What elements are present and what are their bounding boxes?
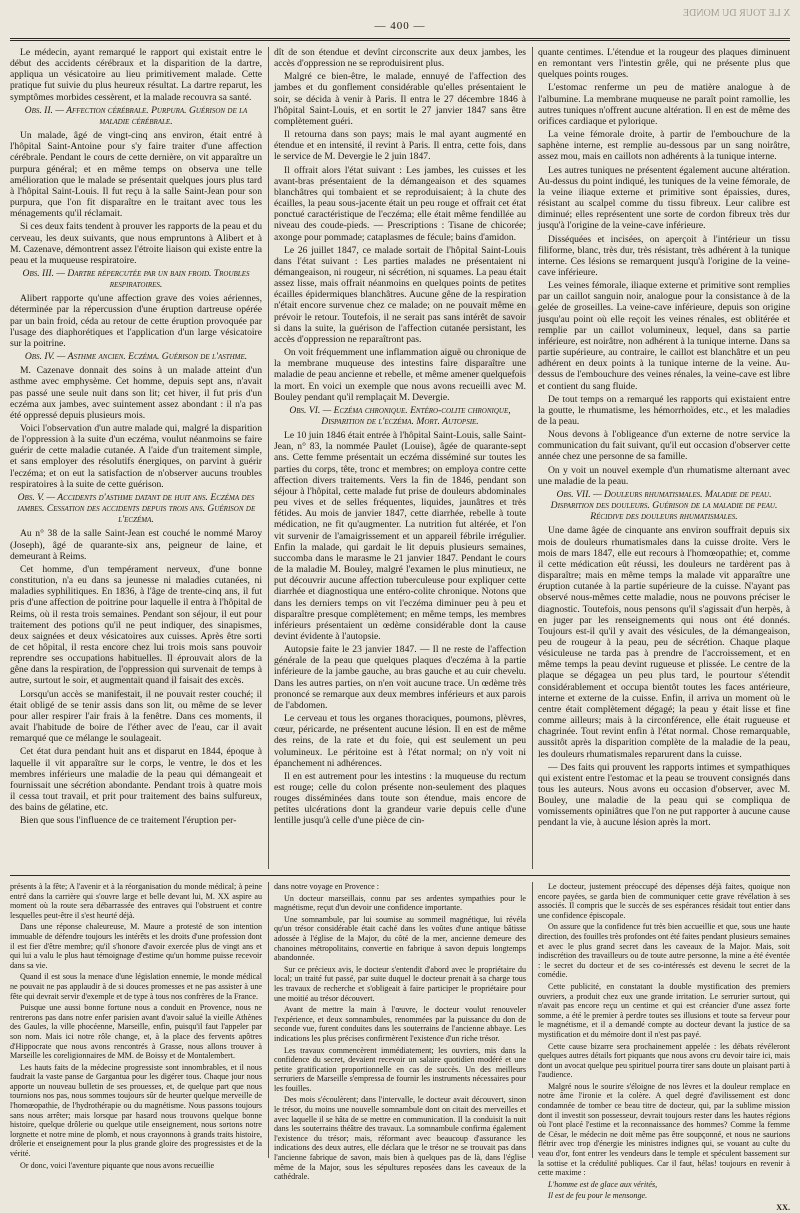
paragraph: M. Cazenave donnait des soins à un malade atteint d'un asthme avec emphysème. Cet homme, depuis sept ans, n'avait pas passé une seule nuit dans son lit; cet hiver, il fut pris d'un eczéma aux jambes, avec suintement assez abondant : il n'a pas été oppressé depuis plusieurs mois. — [10, 365, 262, 421]
observation-heading: Obs. VII. — Douleurs rhumatismales. Maladie de peau. Disparition des douleurs. Guérison de la maladie de peau. Récidive des douleurs rhumatismales. — [550, 488, 778, 523]
paragraph: Les veines fémorale, iliaque externe et primitive sont remplies par un caillot sanguin noir, analogue pour la consistance à de la gelée de groseilles. La veine-cave inférieure, depuis son origine jusqu'au point où elle reçoit les veines rénales, est oblitérée et remplie par un caillot volumineux, lequel, dans sa partie inférieure, est noirâtre, non adhérent à la tunique interne. Dans sa partie supérieure, au contraire, le caillot est blanchâtre et un peu adhérent en deux points à la tunique interne de la veine. Au-dessus de l'embouchure des veines rénales, la veine-cave est libre et contient du sang fluide. — [538, 280, 790, 392]
paragraph: On assure que la confidence fut très bien accueillie et que, sous une haute direction, des fouilles très profondes ont été faites pendant plusieurs semaines et avec le plus grand secret dans les caveaux de la Major. Mais, soit indiscrétion des travailleurs ou de toute autre personne, la mine a été éventée : le secret du docteur et de ses co-intéressés est devenu le secret de la comédie. — [538, 922, 790, 980]
paragraph: Sur ce précieux avis, le docteur s'entendit d'abord avec le propriétaire du local; un traité fut passé, par suite duquel le docteur prenait à sa charge tous les travaux de recherche et s'obligeait à faire participer le propriétaire pour une moitié au trésor découvert. — [274, 964, 526, 1003]
observation-heading: Obs. III. — Dartre répercutée par un bain froid. Troubles respiratoires. — [22, 267, 250, 291]
newspaper-page — [10, 0, 790, 1212]
paragraph: Le 26 juillet 1847, ce malade sortait de l'hôpital Saint-Louis dans l'état suivant : Les parties malades ne présentaient ni démangeaison, ni rougeur, ni sécrétion, ni squames. La peau était assez lisse, mais offrait néanmoins en quelques points de petites écailles épidermiques blanchâtres. Aucune gêne de la respiration n'était encore survenue chez ce malade; on ne pouvait même en prévoir le retour. Toutefois, il ne serait pas sans intérêt de savoir si dans la suite, la guérison de l'affection cutanée persistant, les accès d'oppression ne reparaîtront pas. — [274, 244, 526, 345]
paragraph: Nous devons à l'obligeance d'un externe de notre service la communication du fait suivant, qu'il eut occasion d'observer cette année chez une personne de sa famille. — [538, 429, 790, 463]
article-column-2 — [274, 47, 526, 869]
paragraph: Avant de mettre la main à l'œuvre, le docteur voulut renouveler l'expérience, et deux somnambules, renommées par la puissance du don de seconde vue, furent conduites dans les souterrains de l'ancienne abbaye. Les indications les plus précises confirmèrent l'existence d'un riche trésor. — [274, 1005, 526, 1043]
paragraph: Si ces deux faits tendent à prouver les rapports de la peau et du cerveau, les deux suivants, que nous empruntons à Alibert et à M. Cazenave, démontrent assez l'étroite liaison qui existe entre la peau et la muqueuse respiratoire. — [10, 221, 262, 266]
page-header — [10, 6, 790, 34]
paragraph: Des mois s'écoulèrent; dans l'intervalle, le docteur avait découvert, sinon le trésor, du moins une nouvelle somnambule dont on citait des merveilles et avec laquelle il se hâta de se mettre en communication. Il la conduisit la nuit dans les souterrains théâtre des travaux. La somnambule confirma également l'existence du trésor; mais, réformant avec beaucoup d'assurance les indications des deux autres, elle déclara que le trésor ne se trouvait pas dans l'ancienne fabrique de savon, mais bien à quelques pas de là, dans l'église même de la Major, sous les sépultures reposées dans les caveaux de la cathédrale. — [274, 1095, 526, 1182]
paragraph: présents à la fête; A l'avenir et à la réorganisation du monde médical; à peine entré dans la carrière qui s'ouvre large et belle devant lui, M. XX aspire au moment où la route sera débarrassée des entraves qui l'obstruent et contre lesquelles peut-être il s'est heurté déjà. — [10, 882, 262, 920]
paragraph: La veine fémorale droite, à partir de l'embouchure de la saphène interne, est remplie au-dessous par un sang noirâtre, assez mou, mais en caillots non adhérents à la tunique interne. — [538, 129, 790, 163]
paragraph: Voici l'observation d'un autre malade qui, malgré la disparition de l'oppression à la suite d'un eczéma, voulut néanmoins se faire guérir de cette maladie cutanée. A l'aide d'un traitement simple, et sans employer des résolutifs énergiques, on parvint à guérir l'eczéma; et on eut la satisfaction de n'observer aucuns troubles respiratoires à la suite de cette guérison. — [10, 423, 262, 490]
article-column-1 — [10, 47, 262, 869]
paragraph: Cette publicité, en constatant la double mystification des premiers ouvriers, a produit chez eux une grande irritation. Le serrurier surtout, qui n'avait pas encore reçu un centime et qui est créancier d'une assez forte somme, a été le premier à perdre toutes ses illusions et toute sa ferveur pour le magnétisme, et il a demandé compte au docteur devant la justice de sa mystification et du mémoire dont il n'est pas payé. — [538, 981, 790, 1039]
paragraph: Une dame âgée de cinquante ans environ souffrait depuis six mois de douleurs rhumatismales dans la cuisse droite. Vers le mois de mars 1847, elle eut recours à l'homœopathie; et, comme il cette médication eût réussi, les douleurs ne tardèrent pas à disparaître; mais en même temps la malade vit apparaître une éruption cutanée à la partie supérieure de la cuisse. N'ayant pas observé nous-mêmes cette maladie, nous ne pouvons préciser le diagnostic. Toutefois, nous pensons qu'il s'agissait d'un herpès, à en juger par les renseignements qui nous ont été donnés. Toujours est-il qu'il y avait des vésicules, de la démangeaison, peu de rougeur à la peau, peu de sécrétion. Chaque plaque vésiculeuse ne tarda pas à prendre de l'accroissement, et en même temps la peau devint rugueuse et plissée. Le centre de la plaque se dégagea un peu plus tard, le pourtour s'étendit considérablement et occupa bientôt toutes les faces antérieure, interne et externe de la cuisse. Enfin, il arriva un moment où le centre était complètement dégagé; la peau y était lisse et fine comme ailleurs; mais à la circonférence, elle était rugueuse et chagrinée. Tout revint enfin à l'état normal. Chose remarquable, aussitôt après la disparition complète de la maladie de la peau, les douleurs rhumatismales reparurent dans la cuisse. — [538, 525, 790, 760]
paragraph: Bien que sous l'influence de ce traitement l'éruption per- — [20, 815, 237, 827]
paragraph: quante centimes. L'étendue et la rougeur des plaques diminuent en remontant vers l'intestin grêle, qui ne présente plus que quelques points rouges. — [538, 47, 790, 81]
paragraph: Autopsie faite le 23 janvier 1847. — Il ne reste de l'affection générale de la peau que quelques plaques d'eczéma à la partie inférieure de la jambe gauche, au bras gauche et au cuir chevelu. Dans les autres parties, on n'en voit aucune trace. Un œdème très prononcé se remarque aux deux membres inférieurs et aux parois de l'abdomen. — [274, 644, 526, 711]
column-divider — [268, 882, 269, 1158]
feuilleton-column-1 — [10, 882, 262, 1170]
verse-line: L'homme est de glace aux vérités, — [548, 1179, 658, 1189]
paragraph: De tout temps on a remarqué les rapports qui existaient entre la goutte, le rhumatisme, les hémorrhoïdes, etc., et les maladies de la peau. — [538, 393, 790, 427]
paragraph: Le 10 juin 1846 était entrée à l'hôpital Saint-Louis, salle Saint-Jean, n° 83, la nommée Paulet (Louise), âgée de quarante-sept ans. Cette femme présentait un eczéma disséminé sur toutes les parties du corps, tête, tronc et membres; on employa contre cette affection divers traitements. Vers la fin de 1846, pendant son séjour à l'hôpital, cette malade fut prise de douleurs abdominales peu vives et de selles fréquentes, liquides, jaunâtres et très fétides. Au mois de janvier 1847, cette diarrhée, rebelle à toute médication, ne fit qu'augmenter. La nutrition fut altérée, et l'on vit survenir de l'amaigrissement et un appareil fébrile irrégulier. Enfin la malade, qui gardait le lit depuis plusieurs semaines, succomba dans le marasme le 21 janvier 1847. Pendant le cours de la maladie M. Bouley, malgré l'examen le plus minutieux, ne put découvrir aucune affection tuberculeuse pour expliquer cette diarrhée et diagnostiqua une entéro-colite chronique. Notons que dans les derniers temps on vit l'eczéma diminuer peu à peu et disparaître presque complètement; en même temps, les membres inférieurs présentaient un œdème considérable dont la cause devint évidente à l'autopsie. — [274, 430, 526, 642]
paragraph: Disséquées et incisées, on aperçoit à l'intérieur un tissu filiforme, blanc, très dur, très résistant, très adhérent à la tunique interne. Ces lésions se remarquent jusqu'à l'origine de la veine-cave inférieure. — [538, 233, 790, 278]
paragraph: Alibert rapporte qu'une affection grave des voies aériennes, déterminée par la répercussion d'une éruption dartreuse opérée par un bain froid, céda au retour de cette éruption provoquée par l'usage des diaphorétiques et l'application d'un large vésicatoire sur la poitrine. — [10, 293, 262, 349]
paragraph: Un docteur marseillais, connu par ses ardentes sympathies pour le magnétisme, reçut d'un devoir une confidence importante. — [274, 893, 526, 913]
paragraph: On voit fréquemment une inflammation aiguë ou chronique de la membrane muqueuse des intestins faire disparaître une maladie de peau ancienne et rebelle, et même amener quelquefois la mort. En voici un exemple que nous avons recueilli avec M. Bouley pendant qu'il remplaçait M. Devergie. — [274, 347, 526, 403]
paragraph: Malgré nous le sourire s'éloigne de nos lèvres et la douleur remplace en notre âme l'ironie et la colère. A quel degré d'avilissement est donc condamnée de tomber ce beau titre de docteur, qui, par la sublime mission dont il investit son possesseur, devrait toujours rester dans les hautes régions où l'ont placé l'estime et la reconnaissance des hommes? Comme la femme de César, le médecin ne doit même pas être soupçonné, et nous ne saurions flétrir avec trop d'énergie les ministres indignes qui, se vouant au culte du veau d'or, font entrer les vendeurs dans le temple et spéculent bassement sur la sottise et la crédulité publiques. Car il faut, hélas! toujours en revenir à cette maxime : — [538, 1081, 790, 1178]
paragraph: — Des faits qui prouvent les rapports intimes et sympathiques qui existent entre l'estomac et la peau se trouvent consignés dans tous les auteurs. Nous avons eu occasion d'observer, avec M. Bouley, une maladie de la peau qui se compliqua de vomissements opiniâtres que l'on ne put rapporter à aucune cause pendant la vie, à aucune lésion après la mort. — [538, 761, 790, 829]
article-column-3 — [538, 47, 790, 869]
paragraph: Les hauts faits de la médecine progressiste sont innombrables, et il nous faudrait la vaste panse de Gargantua pour les digérer tous. Chaque jour nous apporte un nouveau bulletin de ses prouesses, et, de quelque part que nous tournions nos pas, nous sommes toujours sûr de heurter quelque merveille de l'homœopathie, de l'hydrothérapie ou du magnétisme. Nous passons toujours sans nous arrêter; mais lorsque par hasard nous trouvons quelque bonne histoire, quelque drôlerie ou quelque utile enseignement, nous sortons notre lorgnette et notre mine de plomb, et nous crayonnons à grands traits histoire, drôlerie et enseignement pour la plus grande gloire des progressistes et de la vérité. — [10, 1062, 262, 1159]
column-divider — [532, 882, 533, 1158]
paragraph: Lorsqu'un accès se manifestait, il ne pouvait rester couché; il était obligé de se tenir assis dans son lit, ou même de se lever pour aller respirer l'air frais à la fenêtre. Dans ces moments, il avait l'habitude de boire de l'éther avec de l'eau, car il avait remarqué que ce mélange le soulageait. — [10, 688, 262, 745]
paragraph: Quand il est sous la menace d'une législation ennemie, le monde médical ne pouvait ne pas applaudir à de si douces promesses et ne pas assister à une fête qui devrait servir d'exemple et de type à tous nos confrères de la France. — [10, 972, 262, 1001]
paragraph: Il retourna dans son pays; mais le mal ayant augmenté en étendue et en intensité, il revint à Paris. Il entra, cette fois, dans le service de M. Devergie le 2 juin 1847. — [274, 129, 526, 163]
paragraph: dans notre voyage en Provence : — [274, 882, 379, 891]
observation-heading: Obs. IV. — Asthme ancien. Eczéma. Guérison de l'asthme. — [24, 351, 248, 363]
paragraph: Puisque une aussi bonne fortune nous a conduit en Provence, nous ne rentrerons pas dans notre enfer parisien avant d'avoir salué la vieille Athènes des Gaules, la ville phocéenne, Marseille, enfin, puisqu'il faut l'appeler par son nom. Mais ici notre rôle change, et, à la place des fervents apôtres d'Hippocrate que nous avons rencontrés à Grasse, nous allons trouver à Marseille les coreligionnaires de MM. de Boissy et de Montalembert. — [10, 1003, 262, 1061]
verse-line: Il est de feu pour le mensonge. — [548, 1191, 648, 1201]
paragraph: Les travaux commencèrent immédiatement; les ouvriers, mis dans la confidence du secret, devaient recevoir un salaire quotidien modéré et une petite gratification proportionnelle en cas de succès. Un des meilleurs serruriers de Marseille s'empressa de fournir les instruments nécessaires pour les fouilles. — [274, 1045, 526, 1093]
feuilleton-column-2 — [274, 882, 526, 1182]
paragraph: Il en est autrement pour les intestins : la muqueuse du rectum est rouge; celle du colon présente non-seulement des plaques rouges disséminées dans toute son étendue, mais encore de petites ulcérations dont la grandeur varie depuis celle d'une lentille jusqu'à celle d'une pièce de cin- — [274, 770, 526, 827]
paragraph: Une somnambule, par lui soumise au sommeil magnétique, lui révéla qu'un trésor considérable était caché dans les voûtes d'une antique bâtisse adossée à l'église de la Major, du côté de la mer, ancienne demeure des chanoines métropolitains, convertie en fabrique à savon depuis longtemps abandonnée. — [274, 914, 526, 963]
section-rule — [10, 875, 790, 876]
column-divider — [532, 47, 533, 869]
observation-heading: Obs. VI. — Eczéma chronique. Entéro-colite chronique, Disparition de l'eczéma. Mort. Autopsie. — [289, 404, 511, 427]
paragraph: Cet homme, d'un tempérament nerveux, d'une bonne constitution, n'a eu dans sa jeunesse ni maladies cutanées, ni maladies syphilitiques. En 1836, à l'âge de trente-cinq ans, il fut pris d'une affection de poitrine pour laquelle il entra à l'hôpital de Reims, où il resta trois semaines. Pendant son séjour, il eut pour traitement des potions qu'il ne peut indiquer, des sinapismes, deux saignées et deux vésicatoires aux cuisses. Après être sorti de cet hôpital, il resta encore chez lui trois mois sans pouvoir reprendre ses occupations habituelles. Il éprouvait alors de la gêne dans la respiration, de l'oppression qui survenait de temps à autre, surtout le soir, et augmentait quand il faisait des excès. — [10, 563, 262, 687]
paragraph: Au n° 38 de la salle Saint-Jean est couché le nommé Maroy (Joseph), âgé de quarante-six ans, peigneur de laine, et demeurant à Reims. — [10, 528, 262, 562]
paragraph: Un malade, âgé de vingt-cinq ans environ, était entré à l'hôpital Saint-Antoine pour s'y faire traiter d'une affection cérébrale. Pendant le cours de cette dernière, on vit apparaître un purpura général; et en même temps on observa une telle amélioration que le malade se présentait quelques jours plus tard à l'hôpital Saint-Louis. Il fut reçu à la salle Saint-Jean pour son purpura, que l'on fit disparaître en le traitant avec tous les ménagements qu'il réclamait. — [10, 130, 262, 220]
feuilleton-column-3 — [538, 882, 790, 1212]
paragraph: Les autres tuniques ne présentent également aucune altération. Au-dessus du point indiqué, les tuniques de la veine fémorale, de la veine iliaque externe et primitive sont épaissies, dures, résistant au scalpel comme du tissu fibreux. Leur calibre est diminué; elles représentent une sorte de cordon fibreux très dur jusqu'à l'origine de la veine-cave inférieure. — [538, 164, 790, 232]
paragraph: Malgré ce bien-être, le malade, ennuyé de l'affection des jambes et du gonflement considérable qu'elles présentaient le soir, se décida à venir à Paris. Il entra le 27 décembre 1846 à l'hôpital Saint-Louis, et en sortit le 27 janvier 1847 sans être complètement guéri. — [274, 71, 526, 127]
paragraph: Il offrait alors l'état suivant : Les jambes, les cuisses et les avant-bras présentaient de la démangeaison et des squames blanchâtres qui tombaient et se reproduisaient; à la chute des écailles, la peau sous-jacente était un peu rouge et offrait cet état ponctué caractéristique de l'eczéma; elle était même fendillée au niveau des coude-pieds. — Prescriptions : Tisane de chicorée; axonge pour pommade; cataplasmes de fécule; bains d'amidon. — [274, 164, 526, 243]
paragraph: Or donc, voici l'aventure piquante que nous avons recueillie — [20, 1160, 215, 1170]
paragraph: Cet état dura pendant huit ans et disparut en 1844, époque à laquelle il vit apparaître sur le corps, le ventre, le dos et les membres inférieurs une maladie de la peau qui démangeait et fournissait une sécrétion abondante. Pendant trois à quatre mois il cessa tout travail, et prit pour traitement des bains sulfureux, des bains de gélatine, etc. — [10, 746, 262, 814]
page-number: — 400 — — [374, 20, 426, 32]
paragraph: Dans une réponse chaleureuse, M. Maure a protesté de son intention immuable de défendre toujours les intérêts et les droits d'une profession dont il est fier d'être membre; qu'il s'honore d'avoir exercée plus de vingt ans et qui lui a valu le plus haut témoignage d'estime qu'un homme puisse recevoir dans sa vie. — [10, 922, 262, 970]
paragraph: Le docteur, justement préoccupé des dépenses déjà faites, quoique non encore payées, se garda bien de communiquer cette grave révélation à ses associés. Il compris que le succès de ses espérances résidait tout entier dans une confidence épiscopale. — [538, 882, 790, 920]
observation-heading: Obs. V. — Accidents d'asthme datant de huit ans. Eczéma des jambes. Cessation des accidents depuis trois ans. Guérison de l'eczéma. — [16, 491, 256, 526]
paragraph: Cette cause bizarre sera prochainement appelée : les débats révéleront quelques autres détails fort piquants que nous avons cru devoir taire ici, mais dont un avocat quelque peu spirituel pourra tirer sans doute un plaisant parti à l'audience. — [538, 1041, 790, 1080]
paragraph: Le médecin, ayant remarqué le rapport qui existait entre le début des accidents cérébraux et la disparition de la dartre, appliqua un vésicatoire au lieu primitivement malade. Cette pratique fut suivie du plus heureux résultat. La dartre reparut, les symptômes morbides cessèrent, et la malade recouvra sa santé. — [10, 47, 262, 103]
show-through-text: X LE TOUR DU MONDE — [682, 8, 790, 19]
author-signature: XX. — [776, 1203, 790, 1212]
paragraph: dît de son étendue et devînt circonscrite aux deux jambes, les accès d'oppression ne se reproduisirent plus. — [274, 47, 526, 70]
column-divider — [268, 47, 269, 869]
header-rule — [10, 38, 790, 41]
paragraph: Le cerveau et tous les organes thoraciques, poumons, plèvres, cœur, péricarde, ne présentent aucune lésion. Il en est de même des reins, de la rate et du foie, qui est seulement un peu volumineux. Le péritoine est à l'état normal; on n'y voit ni épanchement ni adhérences. — [274, 713, 526, 769]
paragraph: On y voit un nouvel exemple d'un rhumatisme alternant avec une maladie de la peau. — [538, 464, 790, 487]
observation-heading: Obs. II. — Affection cérébrale. Purpura. Guérison de la maladie cérébrale. — [24, 104, 248, 127]
paragraph: L'estomac renferme un peu de matière analogue à de l'albumine. La membrane muqueuse ne paraît point ramollie, les autres tuniques n'offrent aucune altération. Il en est de même des orifices cardiaque et pylorique. — [538, 82, 790, 127]
